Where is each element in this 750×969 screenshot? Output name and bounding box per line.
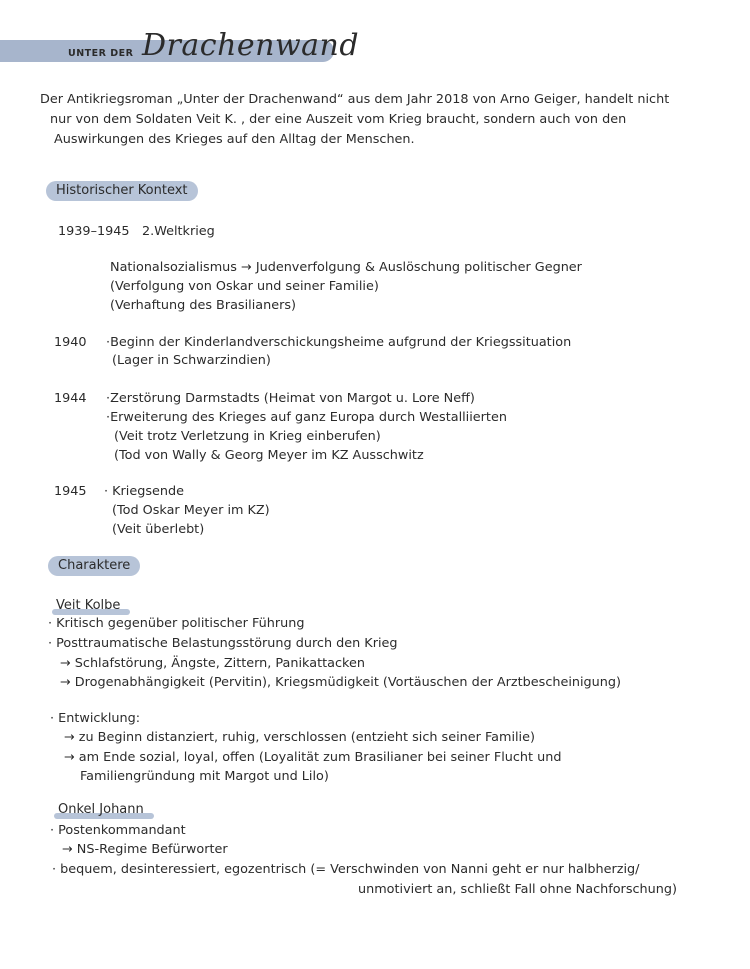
y1944-line-4: (Tod von Wally & Georg Meyer im KZ Ausschwitz xyxy=(114,448,424,463)
page-title: Drachenwand xyxy=(142,28,360,63)
veit-line-1: · Kritisch gegenüber politischer Führung xyxy=(48,616,305,631)
year-1939: 1939–1945 xyxy=(58,224,130,239)
veit-entwicklung-3: Familiengründung mit Margot und Lilo) xyxy=(80,769,329,784)
intro-line-1: Der Antikriegsroman „Unter der Drachenwand“ aus dem Jahr 2018 von Arno Geiger, handelt nicht xyxy=(40,92,670,107)
y1940-line-1: ·Beginn der Kinderlandverschickungsheime aufgrund der Kriegssituation xyxy=(106,335,572,350)
y1944-line-1: ·Zerstörung Darmstadts (Heimat von Margot u. Lore Neff) xyxy=(106,391,475,406)
veit-entwicklung-heading: · Entwicklung: xyxy=(50,711,141,726)
johann-line-2: → NS-Regime Befürworter xyxy=(62,842,228,857)
y1945-line-3: (Veit überlebt) xyxy=(112,522,205,537)
y1944-line-2: ·Erweiterung des Krieges auf ganz Europa durch Westalliierten xyxy=(106,410,507,425)
character-veit-kolbe: Veit Kolbe xyxy=(56,598,121,613)
y1944-line-3: (Veit trotz Verletzung in Krieg einberufen) xyxy=(114,429,381,444)
title-prefix: UNTER DER xyxy=(68,48,134,59)
johann-line-4: unmotiviert an, schließt Fall ohne Nachforschung) xyxy=(358,882,677,897)
year-1940: 1940 xyxy=(54,335,87,350)
veit-line-2: · Posttraumatische Belastungsstörung durch den Krieg xyxy=(48,636,398,651)
johann-line-1: · Postenkommandant xyxy=(50,823,186,838)
y1945-line-1: · Kriegsende xyxy=(104,484,184,499)
ns-line-3: (Verhaftung des Brasilianers) xyxy=(110,298,297,313)
intro-line-3: Auswirkungen des Krieges auf den Alltag der Menschen. xyxy=(54,132,415,147)
y1945-line-2: (Tod Oskar Meyer im KZ) xyxy=(112,503,270,518)
veit-entwicklung-2: → am Ende sozial, loyal, offen (Loyalität zum Brasilianer bei seiner Flucht und xyxy=(64,750,562,765)
section-historischer-kontext: Historischer Kontext xyxy=(46,181,198,201)
ns-line-1: Nationalsozialismus → Judenverfolgung & Auslöschung politischer Gegner xyxy=(110,260,582,275)
veit-line-3: → Schlafstörung, Ängste, Zittern, Panikattacken xyxy=(60,656,365,671)
label-weltkrieg: 2.Weltkrieg xyxy=(142,224,215,239)
johann-line-3: · bequem, desinteressiert, egozentrisch (= Verschwinden von Nanni geht er nur halbherzig/ xyxy=(52,862,640,877)
y1940-line-2: (Lager in Schwarzindien) xyxy=(112,353,271,368)
veit-entwicklung-1: → zu Beginn distanziert, ruhig, verschlossen (entzieht sich seiner Familie) xyxy=(64,730,535,745)
year-1944: 1944 xyxy=(54,391,87,406)
ns-line-2: (Verfolgung von Oskar und seiner Familie) xyxy=(110,279,379,294)
character-onkel-johann: Onkel Johann xyxy=(58,802,144,817)
year-1945: 1945 xyxy=(54,484,87,499)
section-charaktere: Charaktere xyxy=(48,556,140,576)
veit-line-4: → Drogenabhängigkeit (Pervitin), Kriegsmüdigkeit (Vortäuschen der Arztbescheinigung) xyxy=(60,675,622,690)
intro-line-2: nur von dem Soldaten Veit K. , der eine Auszeit vom Krieg braucht, sondern auch von den xyxy=(50,112,627,127)
